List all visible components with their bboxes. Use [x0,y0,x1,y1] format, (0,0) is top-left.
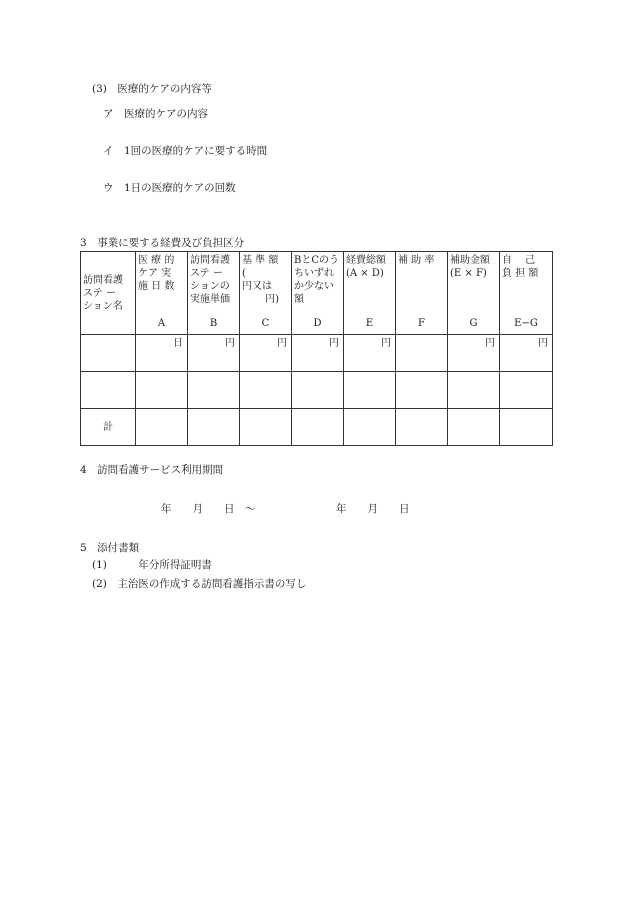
header-unit-price: 訪問看護 ステ ー ションの 実施単価 B [188,252,240,335]
total-expense-cell[interactable] [344,409,396,446]
section4-title: 4 訪問看護サービス利用期間 [80,464,224,476]
total-expense-cell[interactable] [344,372,396,409]
subsidy-amount-cell[interactable] [448,372,500,409]
base-amount-cell[interactable]: 円 [240,335,292,372]
period-end: 年 月 日 [336,503,410,515]
base-amount-cell[interactable] [240,409,292,446]
header-total-expense: 経費総額 (A × D) E [344,252,396,335]
header-subsidy-rate: 補 助 率 F [396,252,448,335]
care-days-cell[interactable] [136,372,188,409]
care-days-cell[interactable] [136,409,188,446]
station-name-cell[interactable] [81,372,136,409]
table-row [81,372,553,409]
unit-price-cell[interactable] [188,372,240,409]
lesser-amount-cell[interactable] [292,372,344,409]
total-label: 計 [81,409,136,446]
base-amount-cell[interactable] [240,372,292,409]
lesser-amount-cell[interactable] [292,409,344,446]
subsidy-rate-cell[interactable] [396,372,448,409]
header-lesser-amount: BとCのう ちいずれ か少ない 額 D [292,252,344,335]
section3-title: 3 事業に要する経費及び負担区分 [80,237,245,249]
header-care-days: 医 療 的 ケア 実 施 日 数 A [136,252,188,335]
subsidy-amount-cell[interactable] [448,409,500,446]
subsidy-rate-cell[interactable] [396,409,448,446]
table-total-row [81,409,553,446]
total-expense-cell[interactable]: 円 [344,335,396,372]
header-base-amount: 基 準 額 ( 円又は 円) C [240,252,292,335]
unit-price-cell[interactable] [188,409,240,446]
self-burden-cell[interactable] [500,409,553,446]
self-burden-cell[interactable]: 円 [500,335,553,372]
care-days-cell[interactable]: 日 [136,335,188,372]
section3-sub-title: (3) 医療的ケアの内容等 [92,83,212,95]
care-time-label: イ 1回の医療的ケアに要する時間 [103,145,268,157]
attachment-instruction-copy: (2) 主治医の作成する訪問看護指示書の写し [92,578,307,590]
period-start: 年 月 日 ～ [161,503,256,515]
care-count-label: ウ 1日の医療的ケアの回数 [103,182,236,194]
table-row [81,335,553,372]
self-burden-cell[interactable] [500,372,553,409]
unit-price-cell[interactable]: 円 [188,335,240,372]
header-self-burden: 自 己 負 担 額 E−G [500,252,553,335]
medical-care-content-label: ア 医療的ケアの内容 [103,108,208,120]
header-station-name: 訪問看護 ステ ー ション名 [81,252,136,335]
expense-table [80,251,553,446]
header-subsidy-amount: 補助金額 (E × F) G [448,252,500,335]
attachment-income-certificate: (1) 年分所得証明書 [92,559,212,571]
section5-title: 5 添付書類 [80,542,140,554]
station-name-cell[interactable] [81,335,136,372]
lesser-amount-cell[interactable]: 円 [292,335,344,372]
subsidy-amount-cell[interactable]: 円 [448,335,500,372]
subsidy-rate-cell[interactable] [396,335,448,372]
table-header-row [81,252,553,335]
